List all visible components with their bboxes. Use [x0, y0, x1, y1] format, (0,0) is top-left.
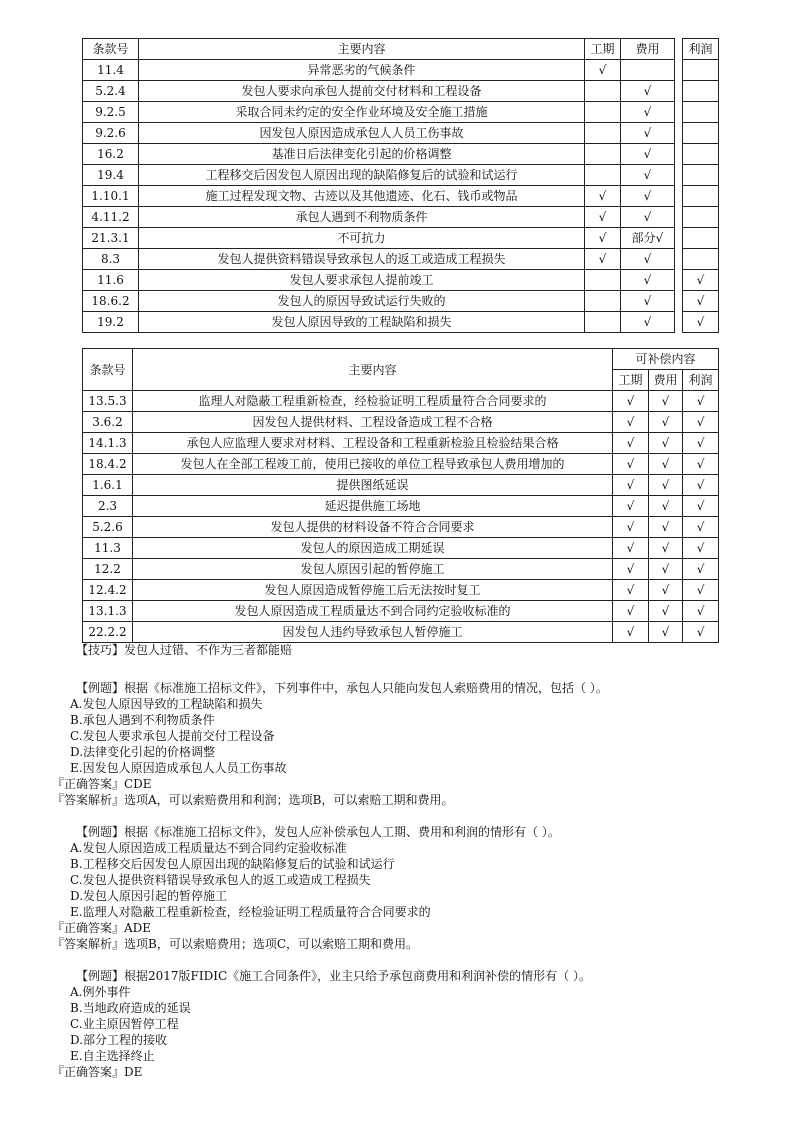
example3-option-c: C.业主原因暂停工程	[70, 1017, 179, 1031]
cell-content: 发包人要求承包人提前竣工	[139, 270, 585, 291]
column-gap	[675, 249, 683, 270]
cell-cost: √	[621, 165, 675, 186]
table-row	[83, 391, 719, 412]
cell-content: 延迟提供施工场地	[133, 496, 613, 517]
header-clause: 条款号	[83, 39, 139, 60]
table-row	[83, 580, 719, 601]
example2-answer: 『正确答案』ADE	[52, 921, 152, 935]
cell-clause: 4.11.2	[83, 207, 139, 228]
cell-content: 不可抗力	[139, 228, 585, 249]
cell-cost: √	[649, 601, 683, 622]
example2-option-c: C.发包人提供资料错误导致承包人的返工或造成工程损失	[70, 873, 371, 887]
cell-clause: 11.6	[83, 270, 139, 291]
cell-clause: 13.5.3	[83, 391, 133, 412]
cell-time: √	[613, 601, 649, 622]
cell-clause: 12.2	[83, 559, 133, 580]
cell-content: 发包人提供资料错误导致承包人的返工或造成工程损失	[139, 249, 585, 270]
cell-time: √	[613, 496, 649, 517]
cell-content: 因发包人违约导致承包人暂停施工	[133, 622, 613, 643]
cell-clause: 5.2.6	[83, 517, 133, 538]
example3-answer: 『正确答案』DE	[52, 1065, 143, 1079]
cell-time: √	[613, 475, 649, 496]
table-row	[83, 186, 719, 207]
cell-cost: √	[649, 496, 683, 517]
cell-cost: √	[649, 454, 683, 475]
table-header-row	[83, 39, 719, 60]
cell-profit: √	[683, 433, 719, 454]
column-gap	[675, 312, 683, 333]
cell-time: √	[613, 559, 649, 580]
cell-profit: √	[683, 475, 719, 496]
cell-content: 采取合同未约定的安全作业环境及安全施工措施	[139, 102, 585, 123]
column-gap	[675, 186, 683, 207]
cell-content: 因发包人原因造成承包人人员工伤事故	[139, 123, 585, 144]
table-row	[83, 517, 719, 538]
cell-time: √	[613, 538, 649, 559]
example3-option-a: A.例外事件	[70, 985, 131, 999]
cell-time	[585, 270, 621, 291]
column-gap	[675, 39, 683, 60]
cell-time	[585, 102, 621, 123]
example2-option-a: A.发包人原因造成工程质量达不到合同约定验收标准	[70, 841, 347, 855]
example1-option-a: A.发包人原因导致的工程缺陷和损失	[70, 697, 263, 711]
cell-profit	[683, 249, 719, 270]
cell-clause: 14.1.3	[83, 433, 133, 454]
header-compensable: 可补偿内容	[613, 349, 719, 370]
cell-clause: 2.3	[83, 496, 133, 517]
cell-profit: √	[683, 538, 719, 559]
cell-content: 因发包人提供材料、工程设备造成工程不合格	[133, 412, 613, 433]
table-row	[83, 601, 719, 622]
cell-content: 异常恶劣的气候条件	[139, 60, 585, 81]
cell-time: √	[613, 391, 649, 412]
cell-time: √	[613, 412, 649, 433]
cell-content: 发包人的原因导致试运行失败的	[139, 291, 585, 312]
cell-profit	[683, 186, 719, 207]
cell-cost: 部分√	[621, 228, 675, 249]
cell-content: 发包人原因引起的暂停施工	[133, 559, 613, 580]
header-clause: 条款号	[83, 349, 133, 391]
table-row	[83, 60, 719, 81]
table-row	[83, 312, 719, 333]
table-row	[83, 249, 719, 270]
example2-option-e: E.监理人对隐蔽工程重新检查，经检验证明工程质量符合合同要求的	[70, 905, 431, 919]
example1-option-b: B.承包人遇到不利物质条件	[70, 713, 215, 727]
cell-time	[585, 144, 621, 165]
header-profit: 利润	[683, 370, 719, 391]
cell-content: 发包人要求向承包人提前交付材料和工程设备	[139, 81, 585, 102]
table-row	[83, 559, 719, 580]
cell-clause: 1.6.1	[83, 475, 133, 496]
cell-clause: 12.4.2	[83, 580, 133, 601]
cell-clause: 18.4.2	[83, 454, 133, 475]
cell-cost: √	[621, 81, 675, 102]
table-row	[83, 291, 719, 312]
cell-content: 发包人原因造成暂停施工后无法按时复工	[133, 580, 613, 601]
cell-cost: √	[649, 391, 683, 412]
cell-time: √	[585, 228, 621, 249]
cell-cost: √	[621, 312, 675, 333]
cell-cost: √	[621, 144, 675, 165]
cell-profit	[683, 207, 719, 228]
table-row	[83, 270, 719, 291]
header-cost: 费用	[621, 39, 675, 60]
column-gap	[675, 123, 683, 144]
table-row	[83, 102, 719, 123]
header-time: 工期	[613, 370, 649, 391]
cell-profit: √	[683, 454, 719, 475]
cell-cost: √	[621, 102, 675, 123]
cell-content: 发包人在全部工程竣工前，使用已接收的单位工程导致承包人费用增加的	[133, 454, 613, 475]
table-row	[83, 454, 719, 475]
cell-time: √	[613, 454, 649, 475]
cell-clause: 19.2	[83, 312, 139, 333]
cell-content: 发包人原因造成工程质量达不到合同约定验收标准的	[133, 601, 613, 622]
table-row	[83, 207, 719, 228]
column-gap	[675, 291, 683, 312]
cell-profit: √	[683, 517, 719, 538]
header-time: 工期	[585, 39, 621, 60]
table-row	[83, 412, 719, 433]
example2-question: 【例题】根据《标准施工招标文件》，发包人应补偿承包人工期、费用和利润的情形有（ ）。	[76, 825, 560, 839]
cell-clause: 18.6.2	[83, 291, 139, 312]
cell-clause: 13.1.3	[83, 601, 133, 622]
cell-time	[585, 165, 621, 186]
example2-option-b: B.工程移交后因发包人原因出现的缺陷修复后的试验和试运行	[70, 857, 395, 871]
column-gap	[675, 228, 683, 249]
cell-content: 工程移交后因发包人原因出现的缺陷修复后的试验和试运行	[139, 165, 585, 186]
column-gap	[675, 60, 683, 81]
table-row	[83, 81, 719, 102]
cell-profit: √	[683, 291, 719, 312]
table-row	[83, 228, 719, 249]
header-cost: 费用	[649, 370, 683, 391]
cell-clause: 9.2.5	[83, 102, 139, 123]
cell-profit	[683, 81, 719, 102]
header-content: 主要内容	[139, 39, 585, 60]
cell-cost: √	[621, 207, 675, 228]
cell-cost: √	[621, 249, 675, 270]
cell-clause: 5.2.4	[83, 81, 139, 102]
example1-question: 【例题】根据《标准施工招标文件》，下列事件中，承包人只能向发包人索赔费用的情况，包括（ ）。	[76, 681, 608, 695]
tip-text: 【技巧】发包人过错、不作为三者都能赔	[76, 643, 293, 657]
compensation-table-2	[82, 348, 719, 643]
cell-profit: √	[683, 559, 719, 580]
header-profit: 利润	[683, 39, 719, 60]
column-gap	[675, 144, 683, 165]
cell-profit	[683, 102, 719, 123]
column-gap	[675, 81, 683, 102]
cell-content: 承包人应监理人要求对材料、工程设备和工程重新检验且检验结果合格	[133, 433, 613, 454]
example2-analysis: 『答案解析』选项B，可以索赔费用；选项C，可以索赔工期和费用。	[52, 937, 419, 951]
cell-profit: √	[683, 622, 719, 643]
cell-clause: 8.3	[83, 249, 139, 270]
cell-clause: 1.10.1	[83, 186, 139, 207]
cell-cost: √	[649, 622, 683, 643]
cell-cost: √	[649, 433, 683, 454]
cell-cost: √	[621, 123, 675, 144]
example1-option-e: E.因发包人原因造成承包人人员工伤事故	[70, 761, 287, 775]
column-gap	[675, 207, 683, 228]
column-gap	[675, 270, 683, 291]
cell-profit: √	[683, 270, 719, 291]
cell-time: √	[613, 622, 649, 643]
table-row	[83, 622, 719, 643]
example3-option-d: D.部分工程的接收	[70, 1033, 168, 1047]
cell-content: 发包人提供的材料设备不符合合同要求	[133, 517, 613, 538]
cell-clause: 11.3	[83, 538, 133, 559]
cell-cost: √	[649, 475, 683, 496]
cell-cost: √	[621, 291, 675, 312]
cell-profit: √	[683, 580, 719, 601]
table-row	[83, 123, 719, 144]
header-content: 主要内容	[133, 349, 613, 391]
column-gap	[675, 102, 683, 123]
cell-content: 发包人的原因造成工期延误	[133, 538, 613, 559]
cell-cost: √	[649, 538, 683, 559]
example3-question: 【例题】根据2017版FIDIC《施工合同条件》，业主只给予承包商费用和利润补偿的情形有（ ）。	[76, 969, 591, 983]
table-row	[83, 165, 719, 186]
cell-clause: 16.2	[83, 144, 139, 165]
compensation-table-1	[82, 38, 719, 333]
cell-profit	[683, 228, 719, 249]
cell-content: 基准日后法律变化引起的价格调整	[139, 144, 585, 165]
cell-time	[585, 291, 621, 312]
cell-profit	[683, 123, 719, 144]
cell-cost	[621, 60, 675, 81]
cell-time: √	[613, 433, 649, 454]
example1-analysis: 『答案解析』选项A，可以索赔费用和利润；选项B，可以索赔工期和费用。	[52, 793, 454, 807]
column-gap	[675, 165, 683, 186]
cell-cost: √	[649, 580, 683, 601]
cell-content: 承包人遇到不利物质条件	[139, 207, 585, 228]
cell-clause: 22.2.2	[83, 622, 133, 643]
cell-cost: √	[621, 186, 675, 207]
cell-content: 发包人原因导致的工程缺陷和损失	[139, 312, 585, 333]
cell-profit: √	[683, 601, 719, 622]
cell-profit	[683, 144, 719, 165]
table-row	[83, 433, 719, 454]
cell-time	[585, 123, 621, 144]
cell-content: 施工过程发现文物、古迹以及其他遗迹、化石、钱币或物品	[139, 186, 585, 207]
table-row	[83, 475, 719, 496]
cell-time: √	[585, 249, 621, 270]
cell-time: √	[585, 60, 621, 81]
cell-cost: √	[649, 559, 683, 580]
cell-time: √	[585, 207, 621, 228]
example1-answer: 『正确答案』CDE	[52, 777, 152, 791]
cell-time: √	[585, 186, 621, 207]
cell-time	[585, 312, 621, 333]
cell-content: 提供图纸延误	[133, 475, 613, 496]
cell-cost: √	[649, 412, 683, 433]
table-row	[83, 144, 719, 165]
table-row	[83, 496, 719, 517]
cell-clause: 11.4	[83, 60, 139, 81]
example3-option-e: E.自主选择终止	[70, 1049, 155, 1063]
example1-option-c: C.发包人要求承包人提前交付工程设备	[70, 729, 275, 743]
table-header-row	[83, 349, 719, 370]
cell-time: √	[613, 517, 649, 538]
cell-profit: √	[683, 391, 719, 412]
table-row	[83, 538, 719, 559]
cell-profit	[683, 165, 719, 186]
cell-time: √	[613, 580, 649, 601]
cell-content: 监理人对隐蔽工程重新检查，经检验证明工程质量符合合同要求的	[133, 391, 613, 412]
cell-clause: 19.4	[83, 165, 139, 186]
cell-profit	[683, 60, 719, 81]
cell-cost: √	[621, 270, 675, 291]
cell-profit: √	[683, 496, 719, 517]
cell-time	[585, 81, 621, 102]
example1-option-d: D.法律变化引起的价格调整	[70, 745, 216, 759]
cell-cost: √	[649, 517, 683, 538]
example3-option-b: B.当地政府造成的延误	[70, 1001, 191, 1015]
example2-option-d: D.发包人原因引起的暂停施工	[70, 889, 228, 903]
cell-clause: 3.6.2	[83, 412, 133, 433]
cell-profit: √	[683, 312, 719, 333]
cell-profit: √	[683, 412, 719, 433]
cell-clause: 9.2.6	[83, 123, 139, 144]
cell-clause: 21.3.1	[83, 228, 139, 249]
